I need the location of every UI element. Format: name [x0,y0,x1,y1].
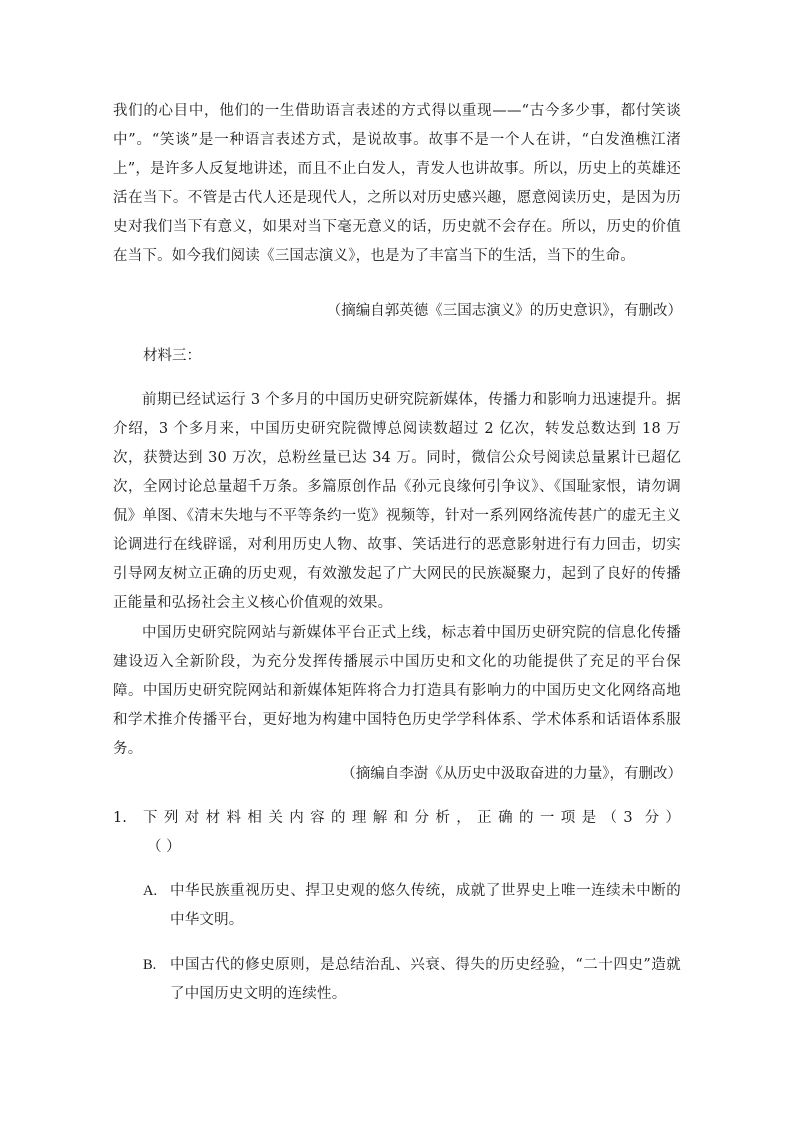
option-text: 中国古代的修史原则，是总结治乱、兴衰、得失的历史经验，“二十四史”造就了中国历史文明的连续性。 [170,957,681,1002]
material3-source-citation: （摘编自李澍《从历史中汲取奋进的力量》，有删改） [341,766,682,782]
material2-continuation-paragraph: 我们的心目中，他们的一生借助语言表述的方式得以重现——“古今多少事，都付笑谈中”。“笑谈”是一种语言表述方式，是说故事。故事不是一个人在讲，“白发渔樵江渚上”，是许多人反复地讲述，而且不止白发人，青发人也讲故事。所以，历史上的英雄还活在当下。不管是古代人还是现代人，之所以对历史感兴趣，愿意阅读历史，是因为历史对我们当下有意义，如果对当下毫无意义的话，历史就不会存在。所以，历史的价值在当下。如今我们阅读《三国志演义》，也是为了丰富当下的生活，当下的生命。 [113,103,681,264]
option-text: 中华民族重视历史、捍卫史观的悠久传统，成就了世界史上唯一连续未中断的中华文明。 [170,883,681,928]
question-stem: 下列对材料相关内容的理解和分析，正确的一项是（3 分） [143,810,681,826]
option-label: B. [143,957,157,973]
option-label: A. [143,883,158,899]
question-number: 1. [113,810,127,826]
material3-paragraph-2: 中国历史研究院网站与新媒体平台正式上线，标志着中国历史研究院的信息化传播建设迈入全新阶段，为充分发挥传播展示中国历史和文化的功能提供了充足的平台保障。中国历史研究院网站和新媒体矩阵将合力打造具有影响力的中国历史文化网络高地和学术推介传播平台，更好地为构建中国特色历史学学科体系、学术体系和话语体系服务。 [113,625,681,757]
material3-paragraph-1: 前期已经试运行 3 个多月的中国历史研究院新媒体，传播力和影响力迅速提升。据介绍，3 个多月来，中国历史研究院微博总阅读数超过 2 亿次，转发总数达到 18 万次，获赞达到 30 万次，总粉丝量已达 34 万。同时，微信公众号阅读总量累计已超亿次，全网讨论总量超千万条。多篇原创作品《孙元良缘何引争议》、《国耻家恨，请勿调侃》单图、《清末失地与不平等条约一览》视频等，针对一系列网络流传甚广的虚无主义论调进行在线辟谣，对利用历史人物、故事、笑话进行的恶意影射进行有力回击，切实引导网友树立正确的历史观，有效激发起了广大网民的民族凝聚力，起到了良好的传播正能量和弘扬社会主义核心价值观的效果。 [113,392,681,611]
material3-heading: 材料三： [143,348,201,364]
material2-source-citation: （摘编自郭英德《三国志演义》的历史意识》，有删改） [326,303,682,319]
answer-parentheses: （ ） [147,839,181,855]
